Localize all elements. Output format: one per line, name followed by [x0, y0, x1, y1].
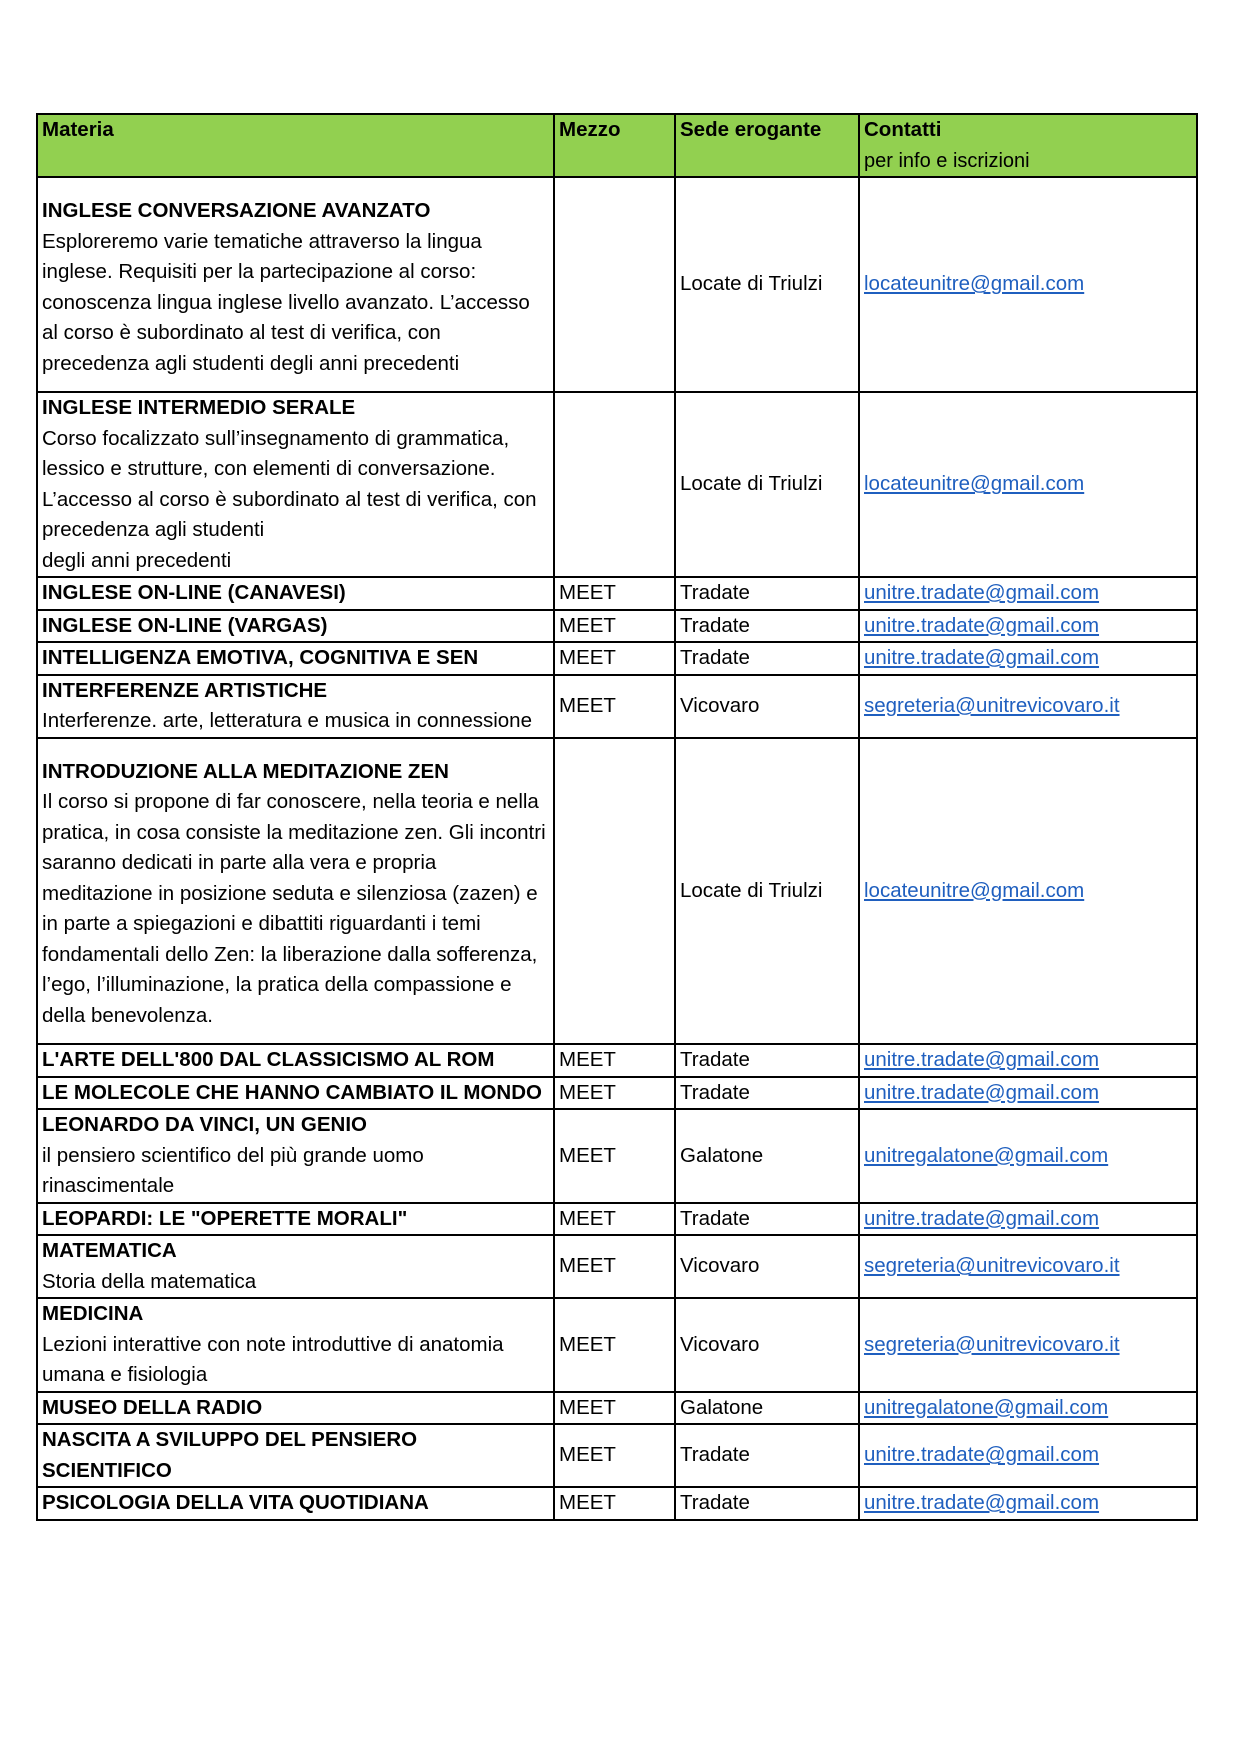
header-row [37, 114, 1197, 177]
sede-cell: Tradate [675, 1077, 859, 1110]
course-cell [37, 642, 554, 675]
contact-cell [859, 1235, 1197, 1298]
sede-cell: Tradate [675, 1424, 859, 1487]
sede-cell: Vicovaro [675, 1298, 859, 1392]
course-title: MEDICINA [42, 1302, 144, 1325]
table-row [37, 392, 1197, 577]
contact-cell [859, 1487, 1197, 1520]
table-row [37, 1235, 1197, 1298]
course-cell [37, 738, 554, 1045]
course-description: Il corso si propone di far conoscere, nella teoria e nella pratica, in cosa consiste la meditazione zen. Gli incontri saranno dedicati in parte alla vera e propria meditazione in posizione seduta e silenziosa (zazen) e in parte a spiegazioni e dibattiti riguardanti i temi fondamentali dello Zen: la liberazione dalla sofferenza, l’ego, l’illuminazione, la pratica della compassione e della benevolenza. [42, 790, 546, 1027]
table-row [37, 1424, 1197, 1487]
course-cell [37, 675, 554, 738]
contact-cell [859, 1203, 1197, 1236]
table-row [37, 610, 1197, 643]
mezzo-cell: MEET [554, 577, 675, 610]
course-title: MUSEO DELLA RADIO [42, 1395, 263, 1419]
mezzo-cell: MEET [554, 1235, 675, 1298]
table-row [37, 1203, 1197, 1236]
contact-email-link[interactable]: unitre.tradate@gmail.com [864, 1443, 1100, 1467]
table-row [37, 1487, 1197, 1520]
contact-email-link[interactable]: segreteria@unitrevicovaro.it [864, 1254, 1120, 1278]
contact-cell [859, 610, 1197, 643]
contact-email-link[interactable]: unitregalatone@gmail.com [864, 1395, 1109, 1419]
course-cell [37, 1109, 554, 1203]
course-title: INGLESE ON-LINE (CANAVESI) [42, 581, 346, 604]
table-row [37, 577, 1197, 610]
contact-email-link[interactable]: locateunitre@gmail.com [864, 472, 1085, 496]
mezzo-cell: MEET [554, 1424, 675, 1487]
contact-cell [859, 1392, 1197, 1425]
mezzo-cell: MEET [554, 1044, 675, 1077]
course-title: INTERFERENZE ARTISTICHE [42, 678, 328, 702]
course-title: INTRODUZIONE ALLA MEDITAZIONE ZEN [42, 759, 449, 783]
contact-cell [859, 1298, 1197, 1392]
course-title: LE MOLECOLE CHE HANNO CAMBIATO IL MONDO [42, 1080, 542, 1104]
contact-email-link[interactable]: unitre.tradate@gmail.com [864, 613, 1100, 637]
course-cell [37, 1203, 554, 1236]
contact-cell [859, 1044, 1197, 1077]
course-description: Esploreremo varie tematiche attraverso la lingua inglese. Requisiti per la partecipazione al corso: conoscenza lingua inglese livello avanzato. L’accesso al corso è subordinato al test di verifica, con precedenza agli studenti degli anni precedenti [42, 229, 530, 375]
mezzo-cell: MEET [554, 675, 675, 738]
mezzo-cell: MEET [554, 1392, 675, 1425]
course-cell [37, 577, 554, 610]
mezzo-cell [554, 738, 675, 1045]
contact-cell [859, 1109, 1197, 1203]
contact-email-link[interactable]: unitre.tradate@gmail.com [864, 1491, 1100, 1514]
sede-cell: Locate di Triulzi [675, 177, 859, 392]
contact-email-link[interactable]: segreteria@unitrevicovaro.it [864, 693, 1120, 717]
course-title: INGLESE INTERMEDIO SERALE [42, 396, 356, 419]
course-cell [37, 1424, 554, 1487]
table-row [37, 1077, 1197, 1110]
table-row [37, 177, 1197, 392]
contact-cell [859, 177, 1197, 392]
course-title: INTELLIGENZA EMOTIVA, COGNITIVA E SEN [42, 646, 479, 669]
sede-cell: Locate di Triulzi [675, 738, 859, 1045]
mezzo-cell: MEET [554, 1298, 675, 1392]
contact-email-link[interactable]: segreteria@unitrevicovaro.it [864, 1332, 1120, 1356]
sede-cell: Tradate [675, 642, 859, 675]
contact-email-link[interactable]: locateunitre@gmail.com [864, 272, 1085, 296]
table-row [37, 675, 1197, 738]
courses-table [36, 113, 1198, 1521]
course-cell [37, 1044, 554, 1077]
table-row [37, 1298, 1197, 1392]
contact-cell [859, 675, 1197, 738]
mezzo-cell: MEET [554, 1487, 675, 1520]
header-materia-label: Materia [42, 118, 114, 141]
table-row [37, 738, 1197, 1045]
course-title: MATEMATICA [42, 1239, 177, 1262]
contact-email-link[interactable]: unitre.tradate@gmail.com [864, 646, 1100, 669]
course-title: INGLESE CONVERSAZIONE AVANZATO [42, 199, 431, 222]
course-title: LEONARDO DA VINCI, UN GENIO [42, 1113, 367, 1136]
course-description: Lezioni interattive con note introduttive di anatomia umana e fisiologia [42, 1332, 504, 1386]
sede-cell: Locate di Triulzi [675, 392, 859, 577]
sede-cell: Tradate [675, 1203, 859, 1236]
course-cell [37, 392, 554, 577]
table-body [37, 177, 1197, 1520]
course-description: il pensiero scientifico del più grande uomo rinascimentale [42, 1143, 424, 1197]
contact-cell [859, 1077, 1197, 1110]
course-cell [37, 1298, 554, 1392]
sede-cell: Galatone [675, 1109, 859, 1203]
course-cell [37, 1392, 554, 1425]
header-contatti [859, 114, 1197, 177]
course-cell [37, 610, 554, 643]
header-materia [37, 114, 554, 177]
course-title: LEOPARDI: LE "OPERETTE MORALI" [42, 1206, 408, 1230]
course-description: Corso focalizzato sull’insegnamento di grammatica, lessico e strutture, con elementi di conversazione. L’accesso al corso è subordinato al test di verifica, con precedenza agli studenti degli anni precedenti [42, 426, 537, 572]
header-mezzo-label: Mezzo [559, 118, 621, 141]
sede-cell: Tradate [675, 610, 859, 643]
sede-cell: Galatone [675, 1392, 859, 1425]
course-title: L'ARTE DELL'800 DAL CLASSICISMO AL ROM [42, 1048, 495, 1071]
contact-email-link[interactable]: unitre.tradate@gmail.com [864, 1080, 1100, 1104]
table-row [37, 642, 1197, 675]
mezzo-cell: MEET [554, 1077, 675, 1110]
contact-email-link[interactable]: unitregalatone@gmail.com [864, 1143, 1109, 1167]
course-title: NASCITA A SVILUPPO DEL PENSIERO SCIENTIFICO [42, 1428, 418, 1482]
course-cell [37, 177, 554, 392]
contact-email-link[interactable]: unitre.tradate@gmail.com [864, 1048, 1100, 1071]
contact-email-link[interactable]: unitre.tradate@gmail.com [864, 581, 1100, 604]
mezzo-cell: MEET [554, 642, 675, 675]
sede-cell: Tradate [675, 1487, 859, 1520]
contact-email-link[interactable]: locateunitre@gmail.com [864, 878, 1085, 902]
course-title: PSICOLOGIA DELLA VITA QUOTIDIANA [42, 1491, 429, 1514]
course-title: INGLESE ON-LINE (VARGAS) [42, 613, 328, 637]
header-contatti-sub: per info e iscrizioni [864, 149, 1030, 172]
contact-cell [859, 738, 1197, 1045]
contact-cell [859, 1424, 1197, 1487]
header-sede-label: Sede erogante [680, 118, 822, 141]
sede-cell: Vicovaro [675, 675, 859, 738]
table-row [37, 1109, 1197, 1203]
contact-cell [859, 642, 1197, 675]
course-description: Storia della matematica [42, 1269, 257, 1293]
sede-cell: Vicovaro [675, 1235, 859, 1298]
course-cell [37, 1235, 554, 1298]
course-cell [37, 1487, 554, 1520]
sede-cell: Tradate [675, 1044, 859, 1077]
contact-cell [859, 577, 1197, 610]
table-row [37, 1044, 1197, 1077]
mezzo-cell: MEET [554, 1203, 675, 1236]
sede-cell: Tradate [675, 577, 859, 610]
contact-email-link[interactable]: unitre.tradate@gmail.com [864, 1206, 1100, 1230]
mezzo-cell: MEET [554, 1109, 675, 1203]
mezzo-cell [554, 392, 675, 577]
contact-cell [859, 392, 1197, 577]
header-sede [675, 114, 859, 177]
mezzo-cell: MEET [554, 610, 675, 643]
header-mezzo [554, 114, 675, 177]
course-cell [37, 1077, 554, 1110]
course-description: Interferenze. arte, letteratura e musica in connessione [42, 709, 532, 732]
mezzo-cell [554, 177, 675, 392]
header-contatti-label: Contatti [864, 118, 942, 141]
table-row [37, 1392, 1197, 1425]
